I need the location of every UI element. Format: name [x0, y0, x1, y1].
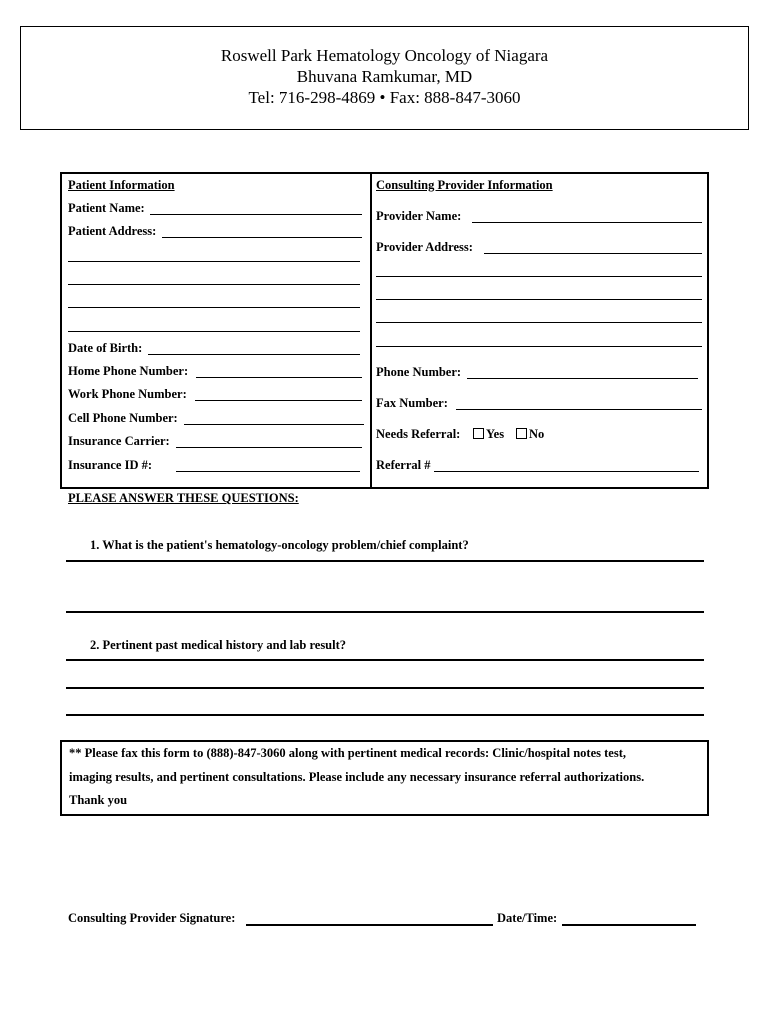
- work-phone-field[interactable]: [195, 400, 362, 401]
- questions-heading: PLEASE ANSWER THESE QUESTIONS:: [68, 491, 299, 505]
- column-divider: [370, 174, 372, 487]
- patient-info-heading: Patient Information: [68, 178, 175, 192]
- work-phone-label: Work Phone Number:: [68, 387, 187, 401]
- insurance-id-field[interactable]: [176, 471, 360, 472]
- provider-address-line-5[interactable]: [376, 346, 702, 347]
- patient-address-line-5[interactable]: [68, 331, 360, 332]
- signature-field[interactable]: [246, 924, 493, 926]
- notice-line-1: ** Please fax this form to (888)-847-3060 along with pertinent medical records: Clinic/hospital notes test,: [69, 746, 626, 760]
- referral-no-checkbox[interactable]: [516, 428, 527, 439]
- provider-fax-label: Fax Number:: [376, 396, 448, 410]
- provider-phone-label: Phone Number:: [376, 365, 462, 379]
- answer-1-line-1[interactable]: [66, 560, 704, 562]
- signature-label: Consulting Provider Signature:: [68, 911, 236, 925]
- doctor-name: Bhuvana Ramkumar, MD: [296, 67, 473, 86]
- insurance-id-label: Insurance ID #:: [68, 458, 153, 472]
- info-table: [60, 172, 709, 489]
- patient-name-label: Patient Name:: [68, 201, 145, 215]
- patient-address-line-3[interactable]: [68, 284, 360, 285]
- contact-info: Tel: 716-298-4869 • Fax: 888-847-3060: [248, 88, 521, 107]
- date-time-field[interactable]: [562, 924, 696, 926]
- answer-2-line-3[interactable]: [66, 714, 704, 716]
- provider-info-heading: Consulting Provider Information: [376, 178, 553, 192]
- referral-yes-checkbox[interactable]: [473, 428, 484, 439]
- answer-1-line-2[interactable]: [66, 611, 704, 613]
- patient-address-field[interactable]: [162, 237, 362, 238]
- provider-address-field[interactable]: [484, 253, 702, 254]
- patient-address-line-4[interactable]: [68, 307, 360, 308]
- notice-line-3: Thank you: [69, 793, 128, 807]
- answer-2-line-1[interactable]: [66, 659, 704, 661]
- provider-address-label: Provider Address:: [376, 240, 473, 254]
- provider-address-line-2[interactable]: [376, 276, 702, 277]
- practice-name: Roswell Park Hematology Oncology of Niagara: [220, 46, 549, 65]
- letterhead: [20, 26, 749, 130]
- referral-yes-label: Yes: [486, 427, 505, 441]
- answer-2-line-2[interactable]: [66, 687, 704, 689]
- referral-number-field[interactable]: [434, 471, 699, 472]
- home-phone-field[interactable]: [196, 377, 362, 378]
- insurance-carrier-field[interactable]: [176, 447, 362, 448]
- referral-number-label: Referral #: [376, 458, 431, 472]
- provider-address-line-3[interactable]: [376, 299, 702, 300]
- fax-notice: [60, 740, 709, 816]
- provider-phone-field[interactable]: [467, 378, 698, 379]
- needs-referral-label: Needs Referral:: [376, 427, 461, 441]
- dob-field[interactable]: [148, 354, 360, 355]
- provider-name-label: Provider Name:: [376, 209, 462, 223]
- provider-address-line-4[interactable]: [376, 322, 702, 323]
- home-phone-label: Home Phone Number:: [68, 364, 189, 378]
- cell-phone-label: Cell Phone Number:: [68, 411, 178, 425]
- patient-name-field[interactable]: [150, 214, 362, 215]
- patient-address-label: Patient Address:: [68, 224, 157, 238]
- dob-label: Date of Birth:: [68, 341, 143, 355]
- question-2: 2. Pertinent past medical history and lab result?: [90, 638, 347, 652]
- provider-fax-field[interactable]: [456, 409, 702, 410]
- provider-name-field[interactable]: [472, 222, 702, 223]
- date-time-label: Date/Time:: [497, 911, 558, 925]
- question-1: 1. What is the patient's hematology-oncology problem/chief complaint?: [90, 538, 469, 552]
- referral-no-label: No: [529, 427, 545, 441]
- notice-line-2: imaging results, and pertinent consultations. Please include any necessary insurance referral authorizations.: [69, 770, 645, 784]
- cell-phone-field[interactable]: [184, 424, 364, 425]
- patient-address-line-2[interactable]: [68, 261, 360, 262]
- insurance-carrier-label: Insurance Carrier:: [68, 434, 170, 448]
